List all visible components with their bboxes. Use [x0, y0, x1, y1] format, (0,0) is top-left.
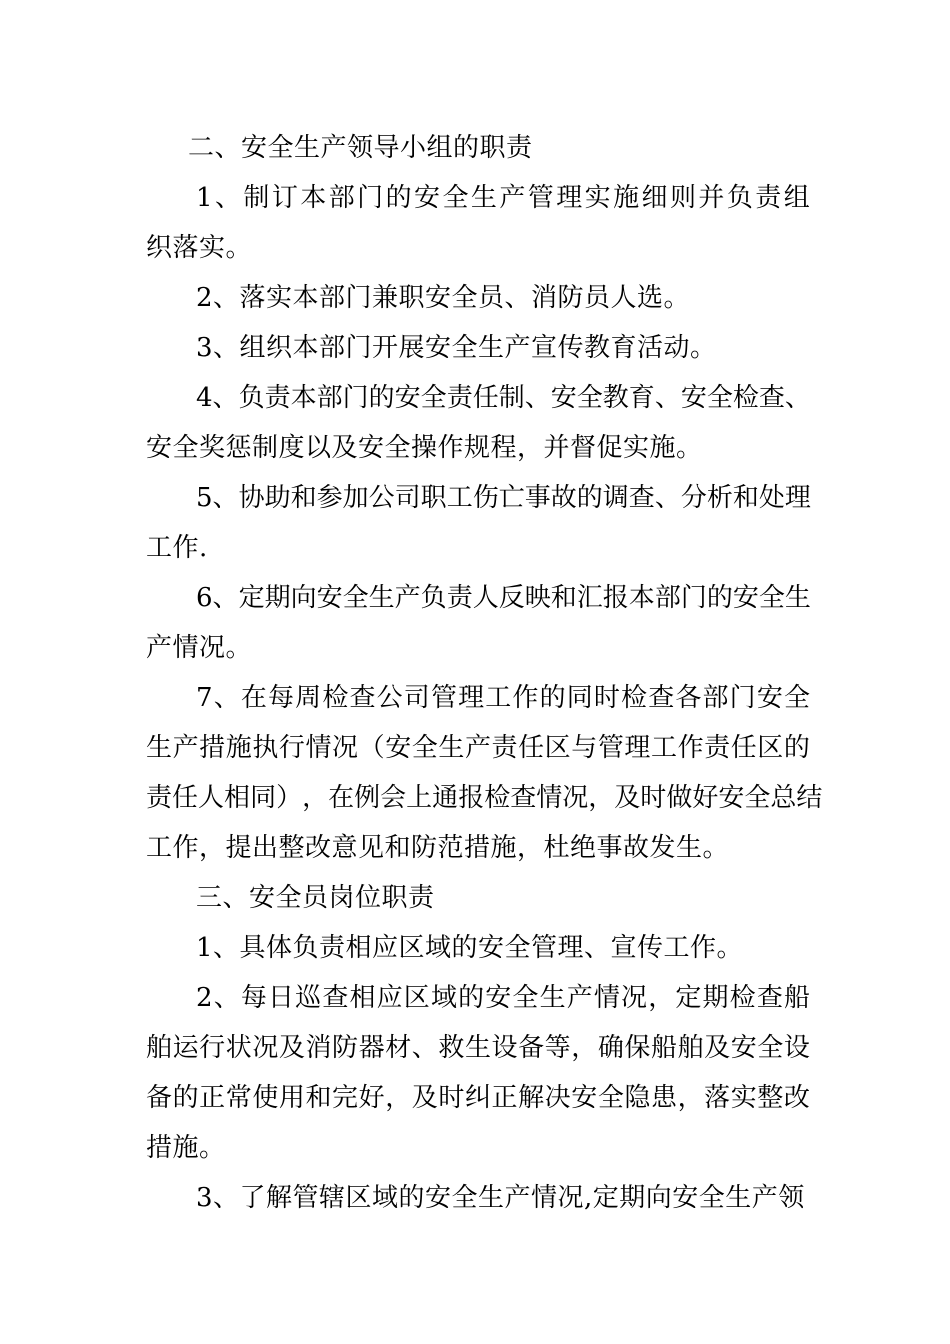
paragraph-line: 3、了解管辖区域的安全生产情况,定期向安全生产领 [196, 1183, 805, 1213]
paragraph-line: 2、落实本部门兼职安全员、消防员人选。 [196, 283, 691, 313]
paragraph-line: 备 的 正 常 使 用 和 完 好 ， 及 时 纠 正 解 决 安 全 隐 患 ， 落 实 整 改 [146, 1083, 810, 1113]
paragraph-line: 产情况。 [146, 633, 253, 663]
section-heading: 二、安全生产领导小组的职责 [188, 133, 533, 163]
section-heading: 三、安全员岗位职责 [196, 883, 435, 913]
paragraph-line: 工作，提出整改意见和防范措施，杜绝事故发生。 [146, 833, 730, 863]
paragraph-line: 5 、 协 助 和 参 加 公 司 职 工 伤 亡 事 故 的 调 查 、 分 析 和 处 理 [196, 483, 811, 513]
paragraph-line: 7 、 在 每 周 检 查 公 司 管 理 工 作 的 同 时 检 查 各 部 门 安 全 [196, 683, 810, 713]
paragraph-line: 生 产 措 施 执 行 情 况 （ 安 全 生 产 责 任 区 与 管 理 工 作 责 任 区 的 [146, 733, 810, 763]
paragraph-line: 4 、 负 责 本 部 门 的 安 全 责 任 制 、 安 全 教 育 、 安 全 检 查 、 [196, 383, 811, 413]
paragraph-line: 织落实。 [146, 233, 253, 263]
paragraph-line: 3、组织本部门开展安全生产宣传教育活动。 [196, 333, 717, 363]
paragraph-line: 工作. [146, 533, 208, 563]
paragraph-line: 6 、 定 期 向 安 全 生 产 负 责 人 反 映 和 汇 报 本 部 门 的 安 全 生 [196, 583, 811, 613]
paragraph-line: 责 任 人 相 同 ） ， 在 例 会 上 通 报 检 查 情 况 ， 及 时 做 好 安 全 总 结 [146, 783, 823, 813]
paragraph-line: 安全奖惩制度以及安全操作规程，并督促实施。 [146, 433, 703, 463]
paragraph-line: 措施。 [146, 1133, 226, 1163]
paragraph-line: 1、具体负责相应区域的安全管理、宣传工作。 [196, 933, 744, 963]
paragraph-line: 舶 运 行 状 况 及 消 防 器 材 、 救 生 设 备 等 ， 确 保 船 舶 及 安 全 设 [146, 1033, 810, 1063]
paragraph-line: 1 、 制 订 本 部 门 的 安 全 生 产 管 理 实 施 细 则 并 负 责 组 [196, 183, 810, 213]
paragraph-line: 2 、 每 日 巡 查 相 应 区 域 的 安 全 生 产 情 况 ， 定 期 检 查 船 [196, 983, 810, 1013]
